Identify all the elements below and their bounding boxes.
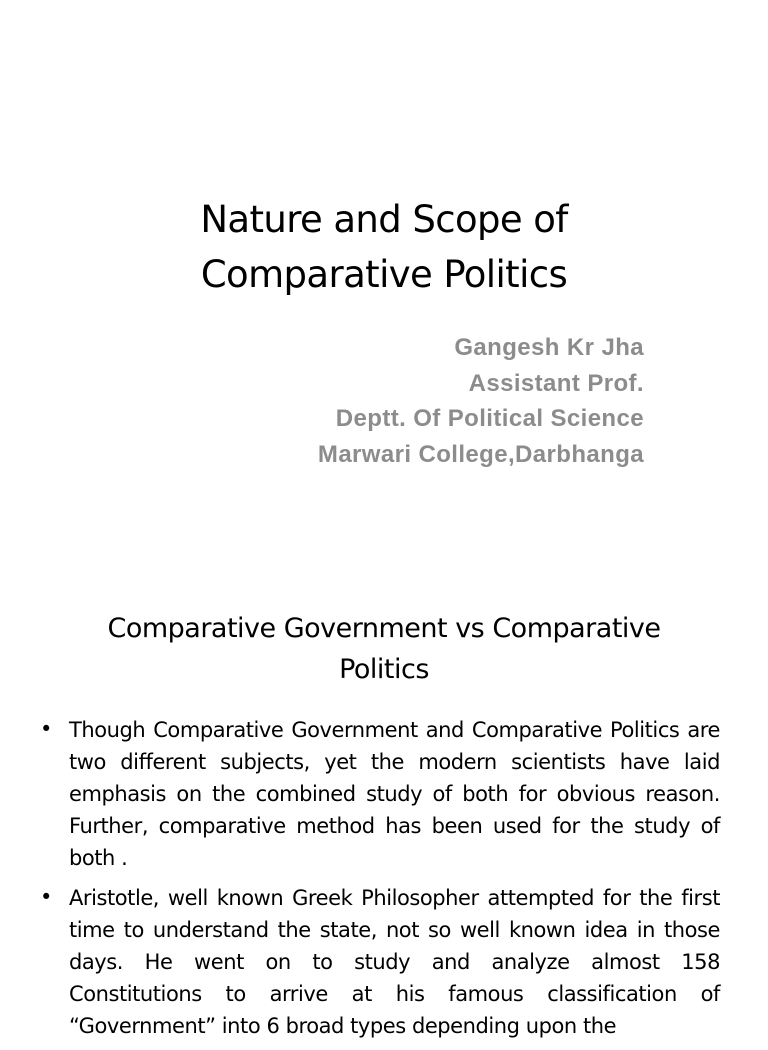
bullet-list bbox=[40, 714, 720, 1050]
bullet-icon: • bbox=[40, 885, 52, 909]
slide-heading-line-2: Politics bbox=[339, 654, 429, 685]
bullet-item bbox=[40, 882, 720, 1042]
slide-title-line-1: Nature and Scope of bbox=[200, 198, 568, 241]
bullet-icon: • bbox=[40, 717, 52, 741]
content-slide bbox=[0, 576, 768, 1038]
author-designation: Assistant Prof. bbox=[468, 369, 644, 397]
slide-heading bbox=[0, 608, 768, 690]
bullet-text: Aristotle, well known Greek Philosopher attempted for the first time to understand the state, not so well known idea in those days. He went on to study and analyze almost 158 Constitutions to arrive at his famous classification of “Government” into 6 broad types depending upon the bbox=[69, 886, 720, 1038]
author-info bbox=[318, 330, 644, 472]
bullet-item bbox=[40, 714, 720, 874]
author-college: Marwari College,Darbhanga bbox=[317, 440, 644, 468]
author-name: Gangesh Kr Jha bbox=[454, 334, 644, 361]
slide-heading-line-1: Comparative Government vs Comparative bbox=[107, 613, 661, 644]
slide-title bbox=[0, 192, 768, 302]
slide-title-line-2: Comparative Politics bbox=[200, 253, 568, 296]
author-department: Deptt. Of Political Science bbox=[335, 405, 644, 432]
bullet-text: Though Comparative Government and Comparative Politics are two different subjects, yet the modern scientists have laid emphasis on the combined study of both for obvious reason. Further, comparative method has been used for the study of both . bbox=[69, 718, 720, 870]
